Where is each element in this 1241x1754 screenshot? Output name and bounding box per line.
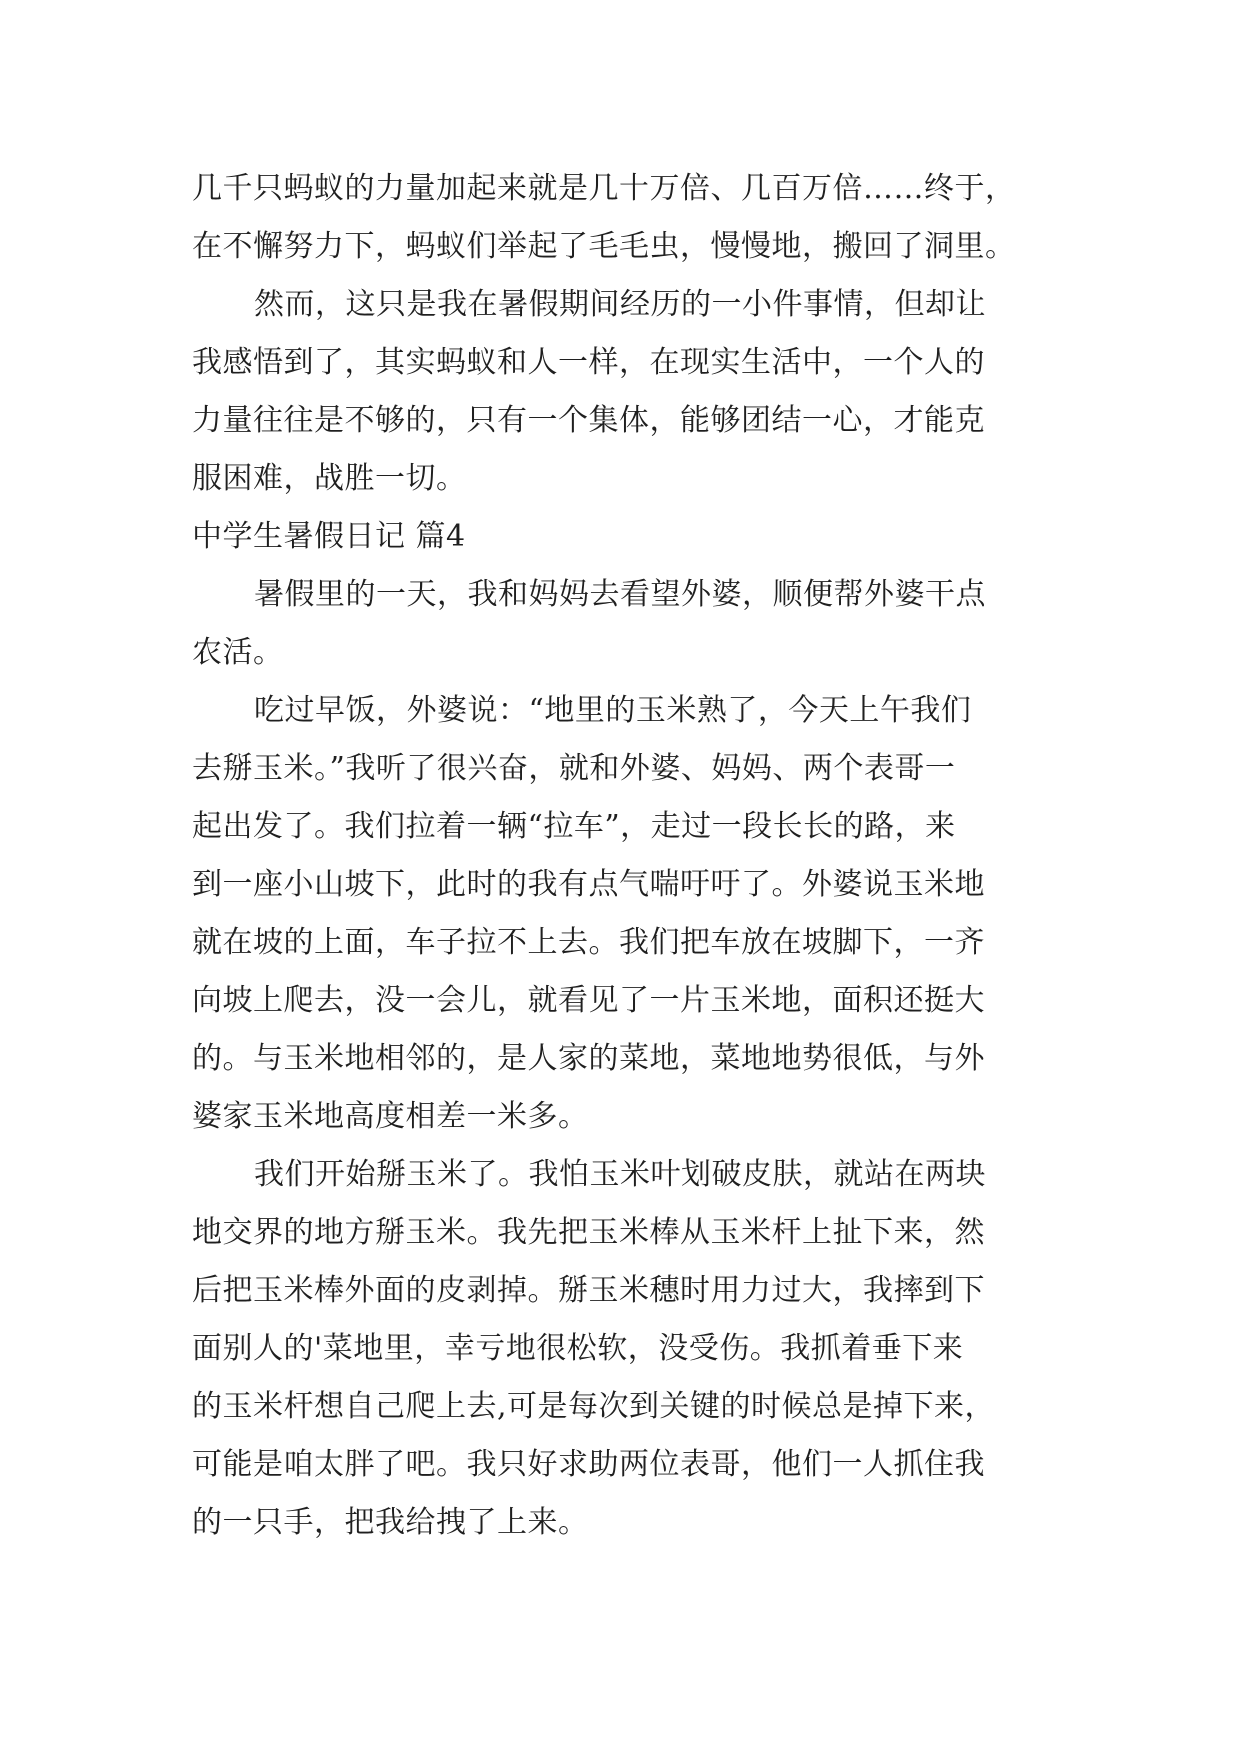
text-line: 几千只蚂蚁的力量加起来就是几十万倍、几百万倍……终于，	[192, 171, 1016, 206]
text-line: 服困难，战胜一切。	[192, 461, 467, 496]
text-line: 婆家玉米地高度相差一米多。	[192, 1099, 589, 1134]
text-line: 向坡上爬去，没一会儿，就看见了一片玉米地，面积还挺大	[192, 983, 985, 1018]
text-line: 起出发了。我们拉着一辆“拉车”，走过一段长长的路，来	[192, 809, 956, 844]
text-line: 到一座小山坡下，此时的我有点气喘吁吁了。外婆说玉米地	[192, 867, 985, 902]
text-line: 然而，这只是我在暑假期间经历的一小件事情，但却让	[254, 287, 986, 322]
text-line: 我们开始掰玉米了。我怕玉米叶划破皮肤，就站在两块	[254, 1157, 986, 1192]
paragraph-1	[192, 160, 1092, 276]
text-line: 农活。	[192, 635, 284, 670]
text-line: 的。与玉米地相邻的，是人家的菜地，菜地地势很低，与外	[192, 1041, 985, 1076]
text-line: 去掰玉米。”我听了很兴奋，就和外婆、妈妈、两个表哥一	[192, 751, 956, 786]
text-line: 地交界的地方掰玉米。我先把玉米棒从玉米杆上扯下来，然	[192, 1215, 985, 1250]
text-line: 就在坡的上面，车子拉不上去。我们把车放在坡脚下，一齐	[192, 925, 985, 960]
paragraph-4	[192, 682, 1092, 1146]
text-line: 在不懈努力下，蚂蚁们举起了毛毛虫，慢慢地，搬回了洞里。	[192, 229, 1016, 264]
document-body	[192, 160, 1092, 1552]
text-line: 可能是咱太胖了吧。我只好求助两位表哥，他们一人抓住我	[192, 1447, 985, 1482]
text-line: 吃过早饭，外婆说：“地里的玉米熟了，今天上午我们	[254, 693, 972, 728]
paragraph-3	[192, 566, 1092, 682]
section-heading: 中学生暑假日记 篇4	[192, 519, 466, 554]
text-line: 力量往往是不够的，只有一个集体，能够团结一心，才能克	[192, 403, 985, 438]
paragraph-5	[192, 1146, 1092, 1552]
text-line: 暑假里的一天，我和妈妈去看望外婆，顺便帮外婆干点	[254, 577, 986, 612]
paragraph-2	[192, 276, 1092, 508]
text-line: 的玉米杆想自己爬上去,可是每次到关键的时候总是掉下来，	[192, 1389, 996, 1424]
text-line: 的一只手，把我给拽了上来。	[192, 1505, 589, 1540]
text-line: 后把玉米棒外面的皮剥掉。掰玉米穗时用力过大，我摔到下	[192, 1273, 985, 1308]
text-line: 我感悟到了，其实蚂蚁和人一样，在现实生活中，一个人的	[192, 345, 985, 380]
text-line: 面别人的'菜地里，幸亏地很松软，没受伤。我抓着垂下来	[192, 1331, 964, 1366]
